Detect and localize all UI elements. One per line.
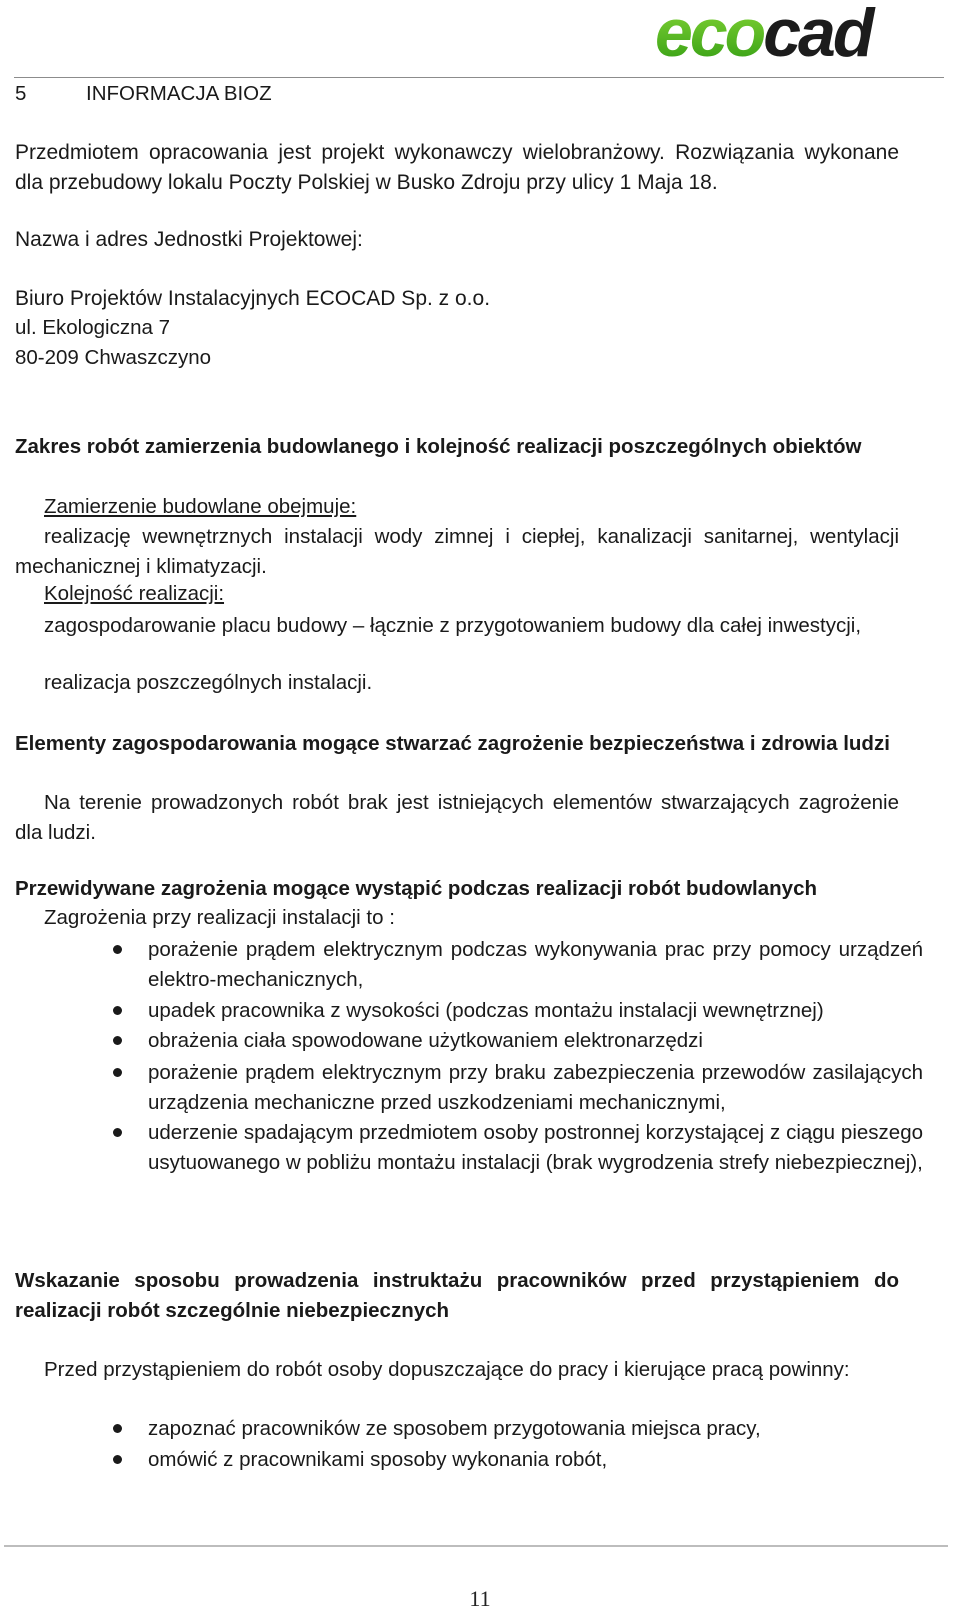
unit-street: ul. Ekologiczna 7 xyxy=(15,316,170,339)
bullet-icon xyxy=(113,1424,122,1433)
instruction-item: zapoznać pracowników ze sposobem przygotowania miejsca pracy, xyxy=(148,1417,761,1440)
footer-rule xyxy=(4,1545,948,1547)
hazard-item: uderzenie spadającym przedmiotem osoby postronnej korzystającej z ciągu pieszego usytuowanego w pobliżu montażu instalacji (brak wygrodzenia strefy niebezpiecznej), xyxy=(148,1121,923,1174)
elements-text: Na terenie prowadzonych robót brak jest istniejących elementów stwarzających zagrożenie dla ludzi. xyxy=(15,791,899,844)
intro-paragraph: Przedmiotem opracowania jest projekt wykonawczy wielobranżowy. Rozwiązania wykonane dla przebudowy lokalu Poczty Polskiej w Busko Zdroju przy ulicy 1 Maja 18. xyxy=(15,141,899,194)
bullet-icon xyxy=(113,1006,122,1015)
scope-includes-text: realizację wewnętrznych instalacji wody zimnej i ciepłej, kanalizacji sanitarnej, wentylacji mechanicznej i klimatyzacji. xyxy=(15,525,899,578)
elements-heading: Elementy zagospodarowania mogące stwarzać zagrożenie bezpieczeństwa i zdrowia ludzi xyxy=(15,732,890,755)
bullet-icon xyxy=(113,1455,122,1464)
bullet-icon xyxy=(113,1128,122,1137)
header-rule xyxy=(14,77,944,78)
hazard-item: porażenie prądem elektrycznym przy braku zabezpieczenia przewodów zasilających urządzenia mechaniczne przed uszkodzeniami mechanicznymi, xyxy=(148,1061,923,1114)
svg-text:ecocad: ecocad xyxy=(655,4,872,64)
scope-order-item: realizacja poszczególnych instalacji. xyxy=(44,671,373,694)
hazard-item: upadek pracownika z wysokości (podczas montażu instalacji wewnętrznej) xyxy=(148,999,824,1022)
hazard-item: obrażenia ciała spowodowane użytkowaniem elektronarzędzi xyxy=(148,1029,703,1052)
scope-order-label: Kolejność realizacji: xyxy=(44,582,225,605)
scope-includes-label: Zamierzenie budowlane obejmuje: xyxy=(44,495,357,518)
unit-city: 80-209 Chwaszczyno xyxy=(15,346,211,369)
bullet-icon xyxy=(113,945,122,954)
hazards-intro: Zagrożenia przy realizacji instalacji to : xyxy=(44,906,395,929)
bullet-icon xyxy=(113,1068,122,1077)
instruction-item: omówić z pracownikami sposoby wykonania robót, xyxy=(148,1448,608,1471)
hazard-item: porażenie prądem elektrycznym podczas wykonywania prac przy pomocy urządzeń elektro-mechanicznych, xyxy=(148,938,923,991)
section-number: 5 xyxy=(15,82,27,105)
instruction-heading: Wskazanie sposobu prowadzenia instruktażu pracowników przed przystąpieniem do realizacji robót szczególnie niebezpiecznych xyxy=(15,1269,899,1322)
scope-order-item: zagospodarowanie placu budowy – łącznie z przygotowaniem budowy dla całej inwestycji, xyxy=(44,614,862,637)
unit-name: Biuro Projektów Instalacyjnych ECOCAD Sp. z o.o. xyxy=(15,287,491,310)
scope-heading: Zakres robót zamierzenia budowlanego i kolejność realizacji poszczególnych obiektów xyxy=(15,435,862,458)
instruction-intro: Przed przystąpieniem do robót osoby dopuszczające do pracy i kierujące pracą powinny: xyxy=(44,1358,850,1381)
hazards-heading: Przewidywane zagrożenia mogące wystąpić podczas realizacji robót budowlanych xyxy=(15,877,818,900)
ecocad-logo xyxy=(655,4,955,64)
bullet-icon xyxy=(113,1036,122,1045)
section-title: INFORMACJA BIOZ xyxy=(86,82,272,105)
unit-heading: Nazwa i adres Jednostki Projektowej: xyxy=(15,228,363,251)
page-number: 11 xyxy=(469,1586,491,1611)
